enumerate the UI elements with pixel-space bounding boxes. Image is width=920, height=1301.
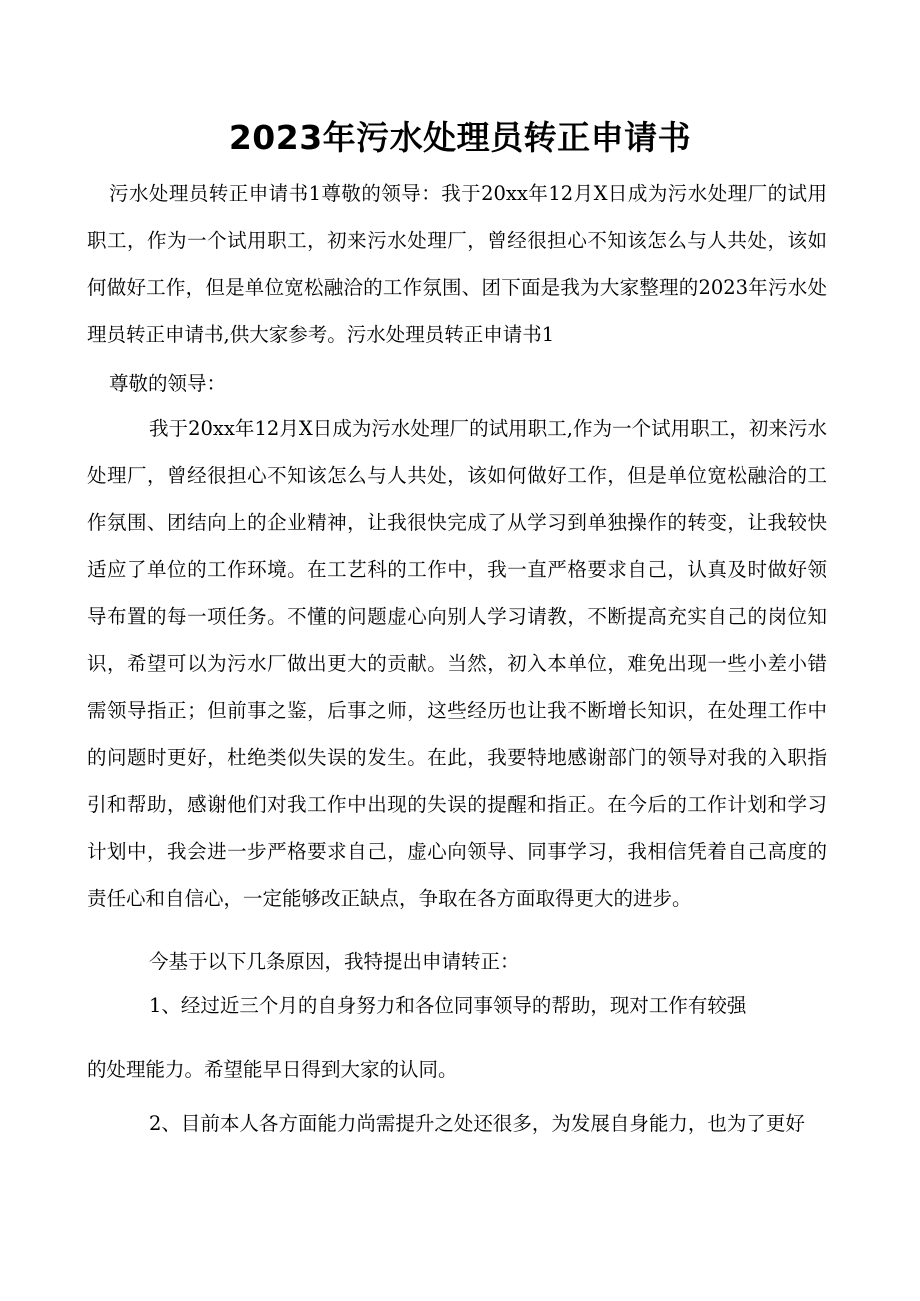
reason-item-1-continuation: 的处理能力。希望能早日得到大家的认同。 (87, 1058, 458, 1081)
document-title: 2023年污水处理员转正申请书 (228, 118, 692, 157)
reasons-intro: 今基于以下几条原因，我特提出申请转正： (149, 950, 520, 973)
reason-item-2: 2、目前本人各方面能力尚需提升之处还很多，为发展自身能力，也为了更好 (149, 1112, 805, 1135)
salutation: 尊敬的领导： (109, 372, 227, 395)
intro-paragraph: 污水处理员转正申请书1尊敬的领导：我于20xx年12月X日成为污水处理厂的试用职工，作为一个试用职工，初来污水处理厂，曾经很担心不知该怎么与人共处，该如何做好工作，但是单位宽松融洽的工作氛围、团下面是我为大家整理的2023年污水处理员转正申请书,供大家参考。污水处理员转正申请书1 (87, 182, 827, 346)
body-paragraph: 我于20xx年12月X日成为污水处理厂的试用职工,作为一个试用职工，初来污水处理厂，曾经很担心不知该怎么与人共处，该如何做好工作，但是单位宽松融洽的工作氛围、团结向上的企业精神，让我很快完成了从学习到单独操作的转变，让我较快适应了单位的工作环境。在工艺科的工作中，我一直严格要求自己，认真及时做好领导布置的每一项任务。不懂的问题虚心向别人学习请教，不断提高充实自己的岗位知识，希望可以为污水厂做出更大的贡献。当然，初入本单位，难免出现一些小差小错需领导指正；但前事之鉴，后事之师，这些经历也让我不断增长知识，在处理工作中的问题时更好，杜绝类似失误的发生。在此，我要特地感谢部门的领导对我的入职指引和帮助，感谢他们对我工作中出现的失误的提醒和指正。在今后的工作计划和学习计划中，我会进一步严格要求自己，虚心向领导、同事学习，我相信凭着自己高度的责任心和自信心，一定能够改正缺点，争取在各方面取得更大的进步。 (87, 417, 827, 910)
reason-item-1: 1、经过近三个月的自身努力和各位同事领导的帮助，现对工作有较强 (149, 994, 747, 1017)
